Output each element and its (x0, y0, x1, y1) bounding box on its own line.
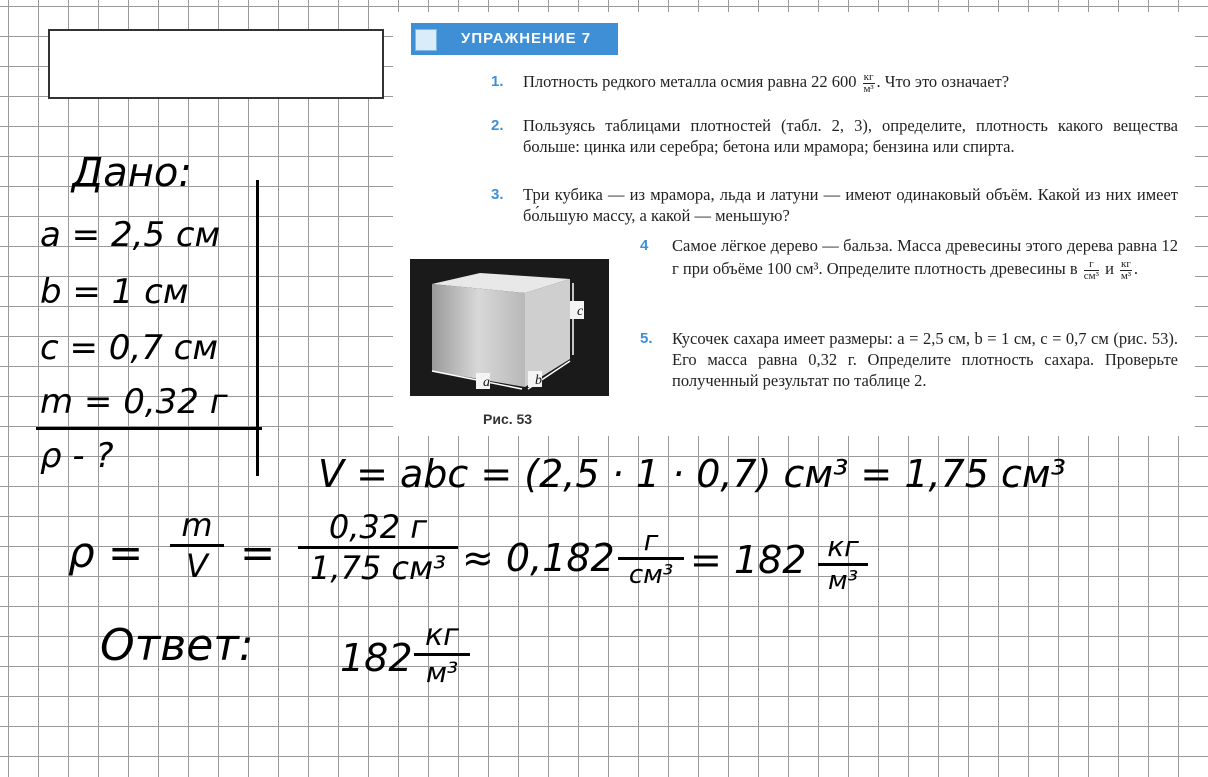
sugar-cube-photo (410, 259, 609, 396)
problem-text: Самое лёгкое дерево — бальза. Масса древесины этого дерева равна 12 г при объёме 100 см³. Определите плотность древесины в (672, 236, 1178, 278)
given-b: b = 1 см (40, 272, 189, 312)
exercise-tab-icon (415, 29, 437, 51)
unit-fraction: $\frac{кг}{\text{м³}}$ (863, 70, 874, 95)
unit-g-cm3: г см³ (618, 524, 684, 590)
problem-3 (491, 184, 1178, 226)
find-rho: ρ - ? (40, 436, 114, 476)
problem-1 (491, 70, 1183, 95)
answer-label: Ответ: (100, 620, 254, 671)
given-underline (36, 427, 262, 430)
problem-number: 3. (491, 186, 504, 203)
figure-label-a: a (483, 375, 490, 390)
figure-label-c: c (577, 304, 584, 319)
problem-text: Пользуясь таблицами плотностей (табл. 2, 3), определите, плотность какого вещества больше: цинка или серебра; бетона или мрамора; бензина или спирта. (523, 116, 1178, 156)
problem-text: Кусочек сахара имеет размеры: a = 2,5 см, b = 1 см, c = 0,7 см (рис. 53). Его масса равна 0,32 г. Определите плотность сахара. Проверьте полученный результат по таблице 2. (672, 329, 1178, 390)
problem-5 (640, 328, 1178, 391)
density-lhs: ρ = (68, 528, 144, 577)
problem-text: Плотность редкого металла осмия равна 22 600 (523, 72, 857, 91)
given-a: a = 2,5 см (40, 215, 221, 255)
problem-number: 2. (491, 117, 504, 134)
volume-formula: V = abc = (2,5 · 1 · 0,7) см³ = 1,75 см³ (318, 452, 1066, 496)
given-divider (256, 180, 259, 476)
density-value-fraction: 0,32 г 1,75 см³ (298, 508, 458, 587)
figure-label-b: b (535, 373, 542, 388)
density-result: = 182 (690, 538, 807, 582)
given-title: Дано: (72, 150, 192, 196)
given-c: c = 0,7 см (40, 328, 219, 368)
answer-value: 182 (340, 636, 413, 680)
problem-2 (491, 115, 1178, 157)
name-field-box (48, 29, 384, 99)
density-eq: = (240, 528, 276, 577)
unit-kg-m3: кг м³ (818, 530, 868, 596)
problem-4: 4 Самое лёгкое дерево — бальза. Масса древесины этого дерева равна 12 г при объёме 100 см³. Определите плотность древесины в $\frac{г}{\text{см³}}$ и $\frac{кг}{\text{м³}}$ . (640, 236, 1178, 282)
problem-number: 5. (640, 330, 653, 347)
unit-fraction: $\frac{г}{\text{см³}}$ (1083, 257, 1099, 282)
density-mv-fraction: m V (170, 506, 224, 585)
problem-text: Три кубика — из мрамора, льда и латуни — имеют одинаковый объём. Какой из них имеет бо́льшую массу, а какой — меньшую? (523, 185, 1178, 225)
unit-fraction: $\frac{кг}{\text{м³}}$ (1120, 257, 1132, 282)
exercise-header (411, 23, 618, 55)
figure-caption: Рис. 53 (483, 411, 533, 427)
exercise-title: УПРАЖНЕНИЕ 7 (461, 30, 592, 47)
textbook-excerpt (393, 12, 1195, 436)
answer-unit: кг м³ (414, 618, 470, 689)
problem-text: . Что это означает? (876, 72, 1010, 91)
density-approx: ≈ 0,182 (462, 536, 615, 580)
problem-number: 1. (491, 73, 504, 90)
given-m: m = 0,32 г (40, 382, 228, 422)
problem-number: 4 (640, 237, 649, 254)
